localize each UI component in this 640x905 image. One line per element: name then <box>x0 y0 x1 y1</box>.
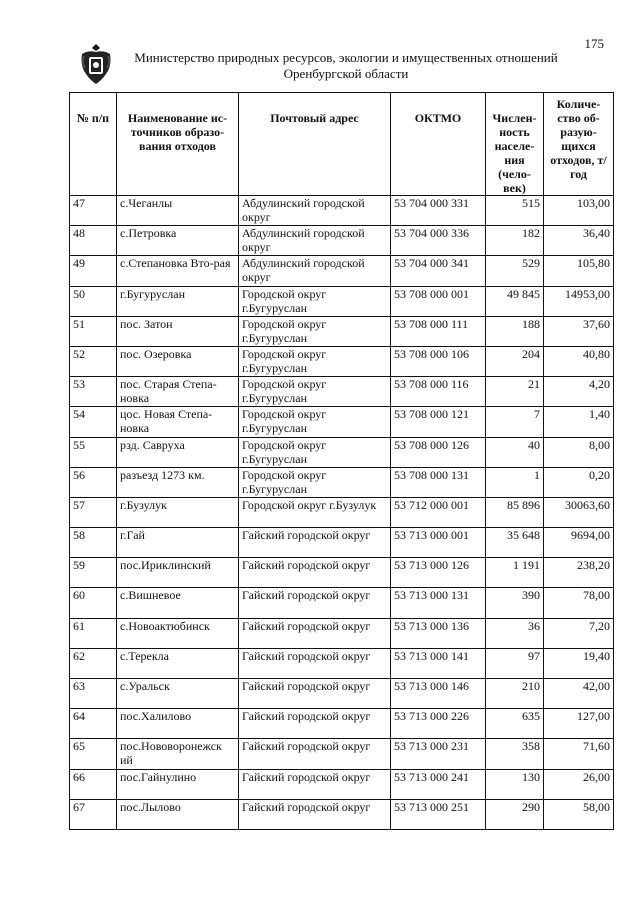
cell-number: 50 <box>70 286 117 316</box>
column-header-postal-address: Почтовый адрес <box>239 93 391 196</box>
cell-oktmo: 53 708 000 116 <box>391 377 486 407</box>
cell-number: 48 <box>70 226 117 256</box>
cell-postal-address: Городской округ г.Бугуруслан <box>239 286 391 316</box>
cell-number: 54 <box>70 407 117 437</box>
cell-waste-amount: 103,00 <box>544 196 614 226</box>
column-header-waste-amount: Количе-ство об-разую-щихся отходов, т/год <box>544 93 614 196</box>
cell-waste-amount: 36,40 <box>544 226 614 256</box>
cell-postal-address: Городской округ г.Бузулук <box>239 497 391 527</box>
cell-number: 66 <box>70 769 117 799</box>
cell-source-name: с.Вишневое <box>117 588 239 618</box>
cell-postal-address: Городской округ г.Бугуруслан <box>239 377 391 407</box>
cell-waste-amount: 105,80 <box>544 256 614 286</box>
cell-postal-address: Городской округ г.Бугуруслан <box>239 467 391 497</box>
waste-sources-table <box>69 92 614 830</box>
cell-population: 529 <box>486 256 544 286</box>
cell-population: 1 <box>486 467 544 497</box>
cell-source-name: пос. Затон <box>117 316 239 346</box>
cell-waste-amount: 14953,00 <box>544 286 614 316</box>
cell-population: 358 <box>486 739 544 769</box>
table-row <box>70 679 614 709</box>
cell-oktmo: 53 713 000 136 <box>391 618 486 648</box>
table-row <box>70 377 614 407</box>
table-row <box>70 407 614 437</box>
cell-oktmo: 53 708 000 111 <box>391 316 486 346</box>
cell-oktmo: 53 713 000 146 <box>391 679 486 709</box>
cell-oktmo: 53 713 000 231 <box>391 739 486 769</box>
cell-waste-amount: 8,00 <box>544 437 614 467</box>
cell-source-name: с.Чеганлы <box>117 196 239 226</box>
cell-oktmo: 53 708 000 121 <box>391 407 486 437</box>
table-row <box>70 769 614 799</box>
cell-population: 49 845 <box>486 286 544 316</box>
cell-waste-amount: 42,00 <box>544 679 614 709</box>
ministry-header <box>128 50 564 82</box>
cell-population: 130 <box>486 769 544 799</box>
cell-postal-address: Городской округ г.Бугуруслан <box>239 437 391 467</box>
ministry-name: Министерство природных ресурсов, экологии и имущественных отношений <box>134 50 558 65</box>
cell-oktmo: 53 713 000 131 <box>391 588 486 618</box>
cell-source-name: с.Степановка Вто-рая <box>117 256 239 286</box>
table-row <box>70 528 614 558</box>
cell-waste-amount: 127,00 <box>544 709 614 739</box>
cell-postal-address: Гайский городской округ <box>239 769 391 799</box>
cell-waste-amount: 19,40 <box>544 648 614 678</box>
table-row <box>70 226 614 256</box>
cell-oktmo: 53 708 000 001 <box>391 286 486 316</box>
cell-source-name: г.Гай <box>117 528 239 558</box>
cell-postal-address: Гайский городской округ <box>239 618 391 648</box>
cell-number: 61 <box>70 618 117 648</box>
cell-number: 52 <box>70 346 117 376</box>
table-row <box>70 648 614 678</box>
table-row <box>70 799 614 829</box>
cell-oktmo: 53 713 000 241 <box>391 769 486 799</box>
cell-postal-address: Городской округ г.Бугуруслан <box>239 407 391 437</box>
cell-postal-address: Абдулинский городской округ <box>239 226 391 256</box>
table-row <box>70 497 614 527</box>
cell-population: 390 <box>486 588 544 618</box>
cell-postal-address: Абдулинский городской округ <box>239 256 391 286</box>
table-header-row <box>70 93 614 196</box>
cell-waste-amount: 9694,00 <box>544 528 614 558</box>
table-row <box>70 437 614 467</box>
cell-oktmo: 53 704 000 331 <box>391 196 486 226</box>
cell-number: 51 <box>70 316 117 346</box>
cell-postal-address: Гайский городской округ <box>239 709 391 739</box>
table-row <box>70 346 614 376</box>
cell-waste-amount: 58,00 <box>544 799 614 829</box>
cell-population: 182 <box>486 226 544 256</box>
cell-postal-address: Абдулинский городской округ <box>239 196 391 226</box>
cell-number: 65 <box>70 739 117 769</box>
cell-population: 7 <box>486 407 544 437</box>
cell-oktmo: 53 713 000 141 <box>391 648 486 678</box>
cell-waste-amount: 37,60 <box>544 316 614 346</box>
table-row <box>70 558 614 588</box>
cell-source-name: пос.Нововоронежск ий <box>117 739 239 769</box>
cell-number: 62 <box>70 648 117 678</box>
page-number: 175 <box>584 36 604 51</box>
cell-population: 290 <box>486 799 544 829</box>
cell-population: 40 <box>486 437 544 467</box>
table-row <box>70 316 614 346</box>
cell-waste-amount: 1,40 <box>544 407 614 437</box>
column-header-number: № п/п <box>70 93 117 196</box>
cell-population: 21 <box>486 377 544 407</box>
coat-of-arms-icon <box>78 42 114 86</box>
cell-oktmo: 53 704 000 336 <box>391 226 486 256</box>
cell-number: 47 <box>70 196 117 226</box>
cell-oktmo: 53 708 000 106 <box>391 346 486 376</box>
table-body <box>70 196 614 830</box>
cell-oktmo: 53 712 000 001 <box>391 497 486 527</box>
cell-oktmo: 53 704 000 341 <box>391 256 486 286</box>
cell-postal-address: Гайский городской округ <box>239 679 391 709</box>
cell-number: 55 <box>70 437 117 467</box>
cell-population: 635 <box>486 709 544 739</box>
cell-number: 49 <box>70 256 117 286</box>
table-row <box>70 709 614 739</box>
table-row <box>70 739 614 769</box>
cell-number: 59 <box>70 558 117 588</box>
table-row <box>70 588 614 618</box>
cell-population: 1 191 <box>486 558 544 588</box>
cell-waste-amount: 30063,60 <box>544 497 614 527</box>
cell-source-name: пос. Старая Степа-новка <box>117 377 239 407</box>
cell-source-name: пос.Лылово <box>117 799 239 829</box>
cell-source-name: цос. Новая Степа-новка <box>117 407 239 437</box>
cell-oktmo: 53 713 000 251 <box>391 799 486 829</box>
cell-postal-address: Гайский городской округ <box>239 558 391 588</box>
region-name: Оренбургской области <box>283 66 409 81</box>
cell-waste-amount: 238,20 <box>544 558 614 588</box>
cell-waste-amount: 4,20 <box>544 377 614 407</box>
cell-number: 64 <box>70 709 117 739</box>
cell-number: 60 <box>70 588 117 618</box>
cell-postal-address: Гайский городской округ <box>239 528 391 558</box>
cell-postal-address: Гайский городской округ <box>239 648 391 678</box>
cell-number: 67 <box>70 799 117 829</box>
cell-source-name: с.Терекла <box>117 648 239 678</box>
cell-source-name: пос. Озеровка <box>117 346 239 376</box>
column-header-oktmo: ОКТМО <box>391 93 486 196</box>
cell-population: 210 <box>486 679 544 709</box>
cell-source-name: с.Новоактюбинск <box>117 618 239 648</box>
cell-source-name: г.Бузулук <box>117 497 239 527</box>
cell-oktmo: 53 713 000 126 <box>391 558 486 588</box>
cell-postal-address: Гайский городской округ <box>239 739 391 769</box>
table-row <box>70 286 614 316</box>
cell-population: 97 <box>486 648 544 678</box>
column-header-population: Числен-ность населе-ния (чело-век) <box>486 93 544 196</box>
cell-postal-address: Городской округ г.Бугуруслан <box>239 316 391 346</box>
cell-oktmo: 53 713 000 226 <box>391 709 486 739</box>
table-row <box>70 618 614 648</box>
cell-population: 85 896 <box>486 497 544 527</box>
cell-source-name: г.Бугуруслан <box>117 286 239 316</box>
cell-source-name: разъезд 1273 км. <box>117 467 239 497</box>
cell-oktmo: 53 713 000 001 <box>391 528 486 558</box>
cell-postal-address: Гайский городской округ <box>239 588 391 618</box>
cell-number: 56 <box>70 467 117 497</box>
cell-population: 515 <box>486 196 544 226</box>
cell-source-name: с.Уральск <box>117 679 239 709</box>
cell-oktmo: 53 708 000 126 <box>391 437 486 467</box>
cell-source-name: рзд. Савруха <box>117 437 239 467</box>
cell-postal-address: Городской округ г.Бугуруслан <box>239 346 391 376</box>
table-row <box>70 467 614 497</box>
cell-waste-amount: 40,80 <box>544 346 614 376</box>
cell-population: 36 <box>486 618 544 648</box>
cell-source-name: пос.Халилово <box>117 709 239 739</box>
cell-population: 188 <box>486 316 544 346</box>
cell-number: 53 <box>70 377 117 407</box>
cell-number: 58 <box>70 528 117 558</box>
cell-waste-amount: 26,00 <box>544 769 614 799</box>
cell-postal-address: Гайский городской округ <box>239 799 391 829</box>
cell-number: 63 <box>70 679 117 709</box>
cell-source-name: пос.Гайнулино <box>117 769 239 799</box>
cell-oktmo: 53 708 000 131 <box>391 467 486 497</box>
cell-number: 57 <box>70 497 117 527</box>
cell-waste-amount: 78,00 <box>544 588 614 618</box>
cell-waste-amount: 0,20 <box>544 467 614 497</box>
table-row <box>70 196 614 226</box>
column-header-source-name: Наименование ис-точников образо-вания отходов <box>117 93 239 196</box>
cell-source-name: с.Петровка <box>117 226 239 256</box>
cell-waste-amount: 7,20 <box>544 618 614 648</box>
cell-population: 204 <box>486 346 544 376</box>
cell-population: 35 648 <box>486 528 544 558</box>
cell-source-name: пос.Ириклинский <box>117 558 239 588</box>
cell-waste-amount: 71,60 <box>544 739 614 769</box>
table-row <box>70 256 614 286</box>
